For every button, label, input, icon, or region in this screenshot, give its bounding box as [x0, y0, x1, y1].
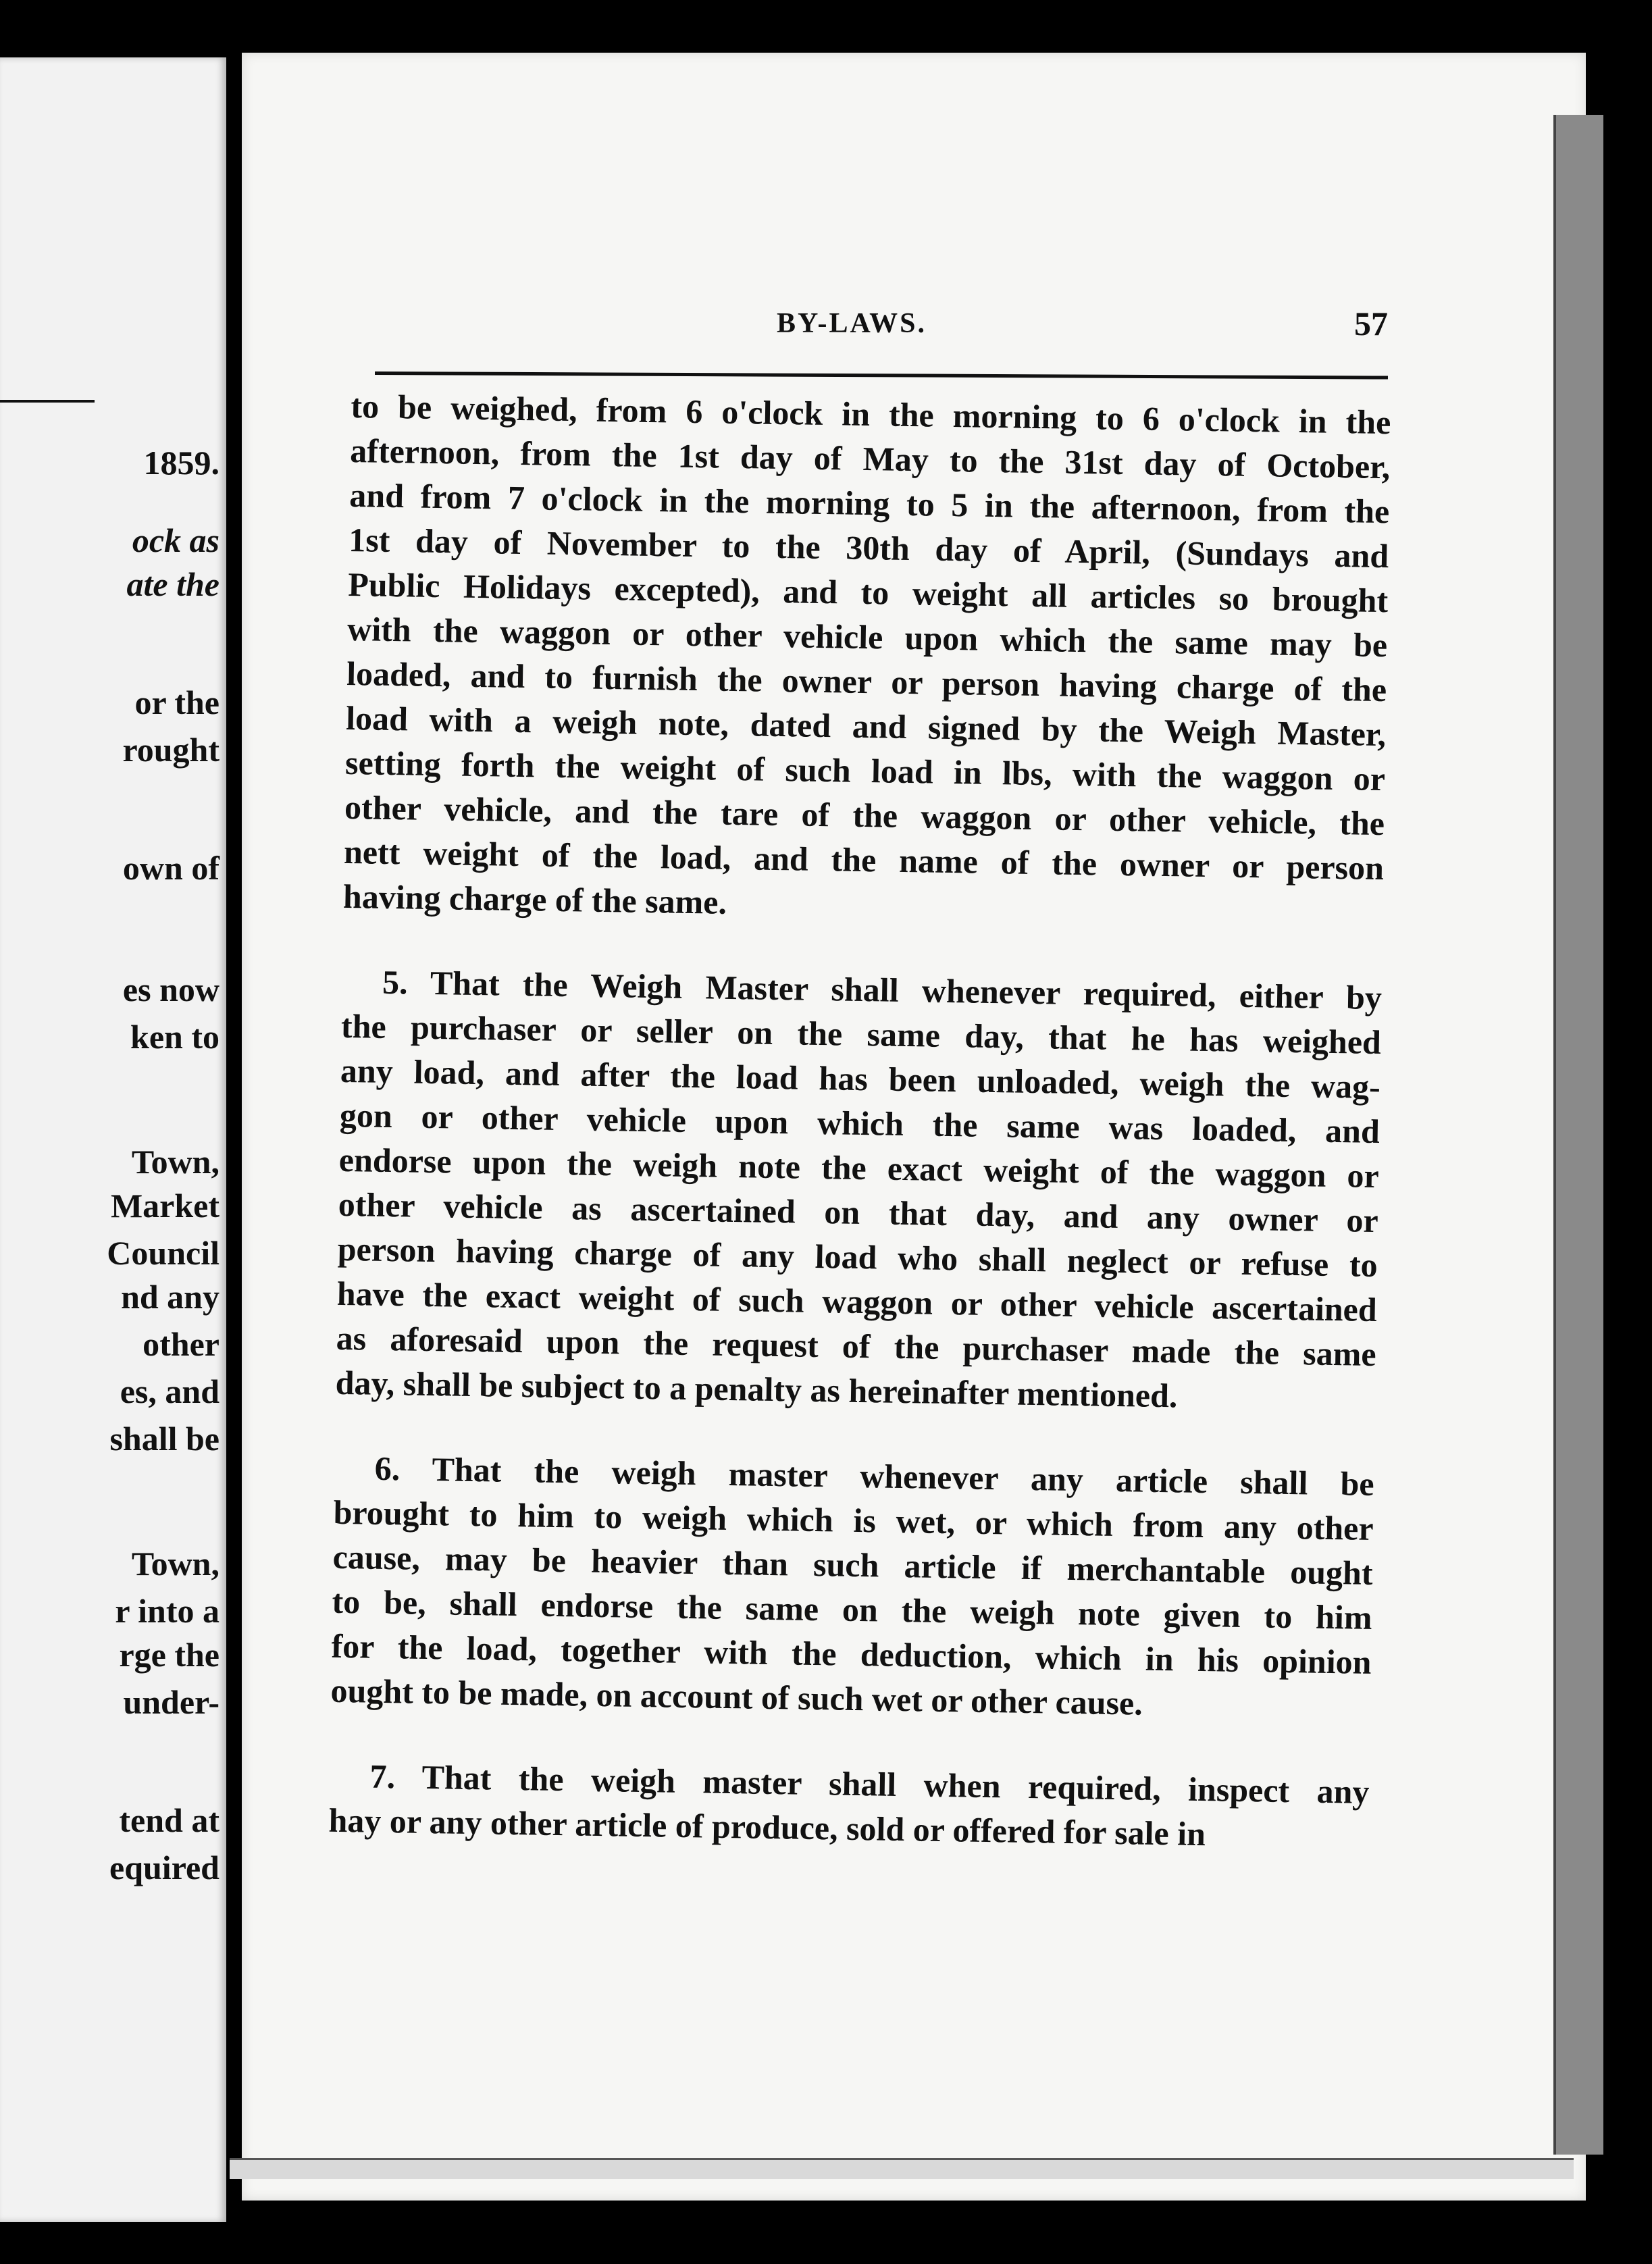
text-line: day, shall be subject to a penalty as hereinafter mentioned. [335, 1363, 1178, 1415]
left-page-fragment-line: ken to [130, 1018, 220, 1056]
text-line: have the exact weight of such waggon or other vehicle ascertained [336, 1274, 1378, 1329]
left-page-fragment-line: own of [122, 849, 220, 887]
left-page-fragment-line: Town, [131, 1545, 220, 1583]
text-line: 1st day of November to the 30th day of April, (Sundays and [348, 520, 1389, 575]
left-page-fragment-line: tend at [119, 1801, 220, 1839]
text-line: person having charge of any load who shall neglect or refuse to [337, 1229, 1378, 1285]
paragraph [343, 384, 1391, 935]
text-line: afternoon, from the 1st day of May to the 31st day of October, [350, 431, 1391, 486]
text-line: to be weighed, from 6 o'clock in the morning to 6 o'clock in the [351, 386, 1391, 442]
text-line: cause, may be heavier than such article if merchantable ought [332, 1537, 1373, 1592]
left-page-fragment-line: Council [107, 1234, 220, 1272]
left-page-fragment-line: es now [122, 971, 220, 1008]
body-text [328, 384, 1391, 1899]
left-page-fragment-line: or the [134, 684, 220, 721]
text-line: ought to be made, on account of such wet or other cause. [330, 1671, 1143, 1722]
left-page-fragment [0, 57, 226, 2222]
page-number: 57 [1354, 305, 1388, 342]
left-page-fragment-line: es, and [120, 1372, 220, 1410]
left-page-fragment-line: nd any [121, 1278, 220, 1316]
text-line: the purchaser or seller on the same day, that he has weighed [340, 1006, 1382, 1062]
running-head: BY-LAWS. [777, 308, 927, 339]
text-line: to be, shall endorse the same on the weigh note given to him [332, 1582, 1372, 1637]
paragraph [328, 1753, 1370, 1859]
text-line: any load, and after the load has been unloaded, weigh the wag- [340, 1051, 1381, 1106]
text-line: 5. That the Weigh Master shall whenever required, either by [382, 962, 1383, 1017]
text-line: having charge of the same. [342, 877, 727, 921]
left-page-fragment-line: under- [123, 1683, 220, 1721]
left-page-fragment-line: ock as [132, 521, 220, 559]
text-line: 7. That the weigh master shall when required, inspect any [369, 1757, 1370, 1811]
left-page-fragment-line: Market [110, 1187, 220, 1225]
text-line: as aforesaid upon the request of the purchaser made the same [336, 1318, 1377, 1374]
text-line: endorse upon the weigh note the exact weight of the waggon or [338, 1140, 1380, 1195]
left-page-fragment-line: rought [122, 731, 220, 769]
paragraph [335, 959, 1382, 1421]
left-page-fragment-line: 1859. [143, 444, 220, 482]
left-page-fragment-line: r into a [115, 1592, 220, 1630]
page-bottom-edge [230, 2158, 1574, 2179]
text-line: 6. That the weigh master whenever any article shall be [374, 1449, 1375, 1503]
text-line: brought to him to weigh which is wet, or which from any other [333, 1493, 1374, 1547]
text-line: gon or other vehicle upon which the same was loaded, and [339, 1096, 1380, 1151]
text-line: hay or any other article of produce, sold or offered for sale in [328, 1801, 1206, 1853]
text-line: nett weight of the load, and the name of the owner or person [343, 832, 1385, 887]
text-line: Public Holidays excepted), and to weight all articles so brought [347, 565, 1389, 620]
text-line: with the waggon or other vehicle upon which the same may be [346, 609, 1388, 665]
text-line: loaded, and to furnish the owner or person having charge of the [346, 654, 1387, 709]
left-page-fragment-line: rge the [119, 1636, 220, 1674]
left-page-rule [0, 400, 95, 403]
page-edge-shadow [1553, 115, 1603, 2155]
text-line: and from 7 o'clock in the morning to 5 in the afternoon, from the [349, 475, 1390, 531]
text-line: setting forth the weight of such load in lbs, with the waggon or [344, 743, 1386, 798]
text-line: for the load, together with the deduction, which in his opinion [331, 1626, 1372, 1681]
left-page-fragment-line: other [143, 1325, 220, 1363]
text-line: other vehicle as ascertained on that day, and any owner or [338, 1185, 1379, 1240]
left-page-fragment-line: Town, [131, 1143, 220, 1181]
left-page-fragment-line: equired [109, 1849, 220, 1886]
paragraph [330, 1445, 1374, 1729]
text-line: other vehicle, and the tare of the waggon or other vehicle, the [344, 788, 1385, 843]
left-page-fragment-line: ate the [126, 565, 220, 603]
text-line: load with a weigh note, dated and signed by the Weigh Master, [345, 698, 1387, 754]
left-page-fragment-line: shall be [109, 1420, 220, 1458]
